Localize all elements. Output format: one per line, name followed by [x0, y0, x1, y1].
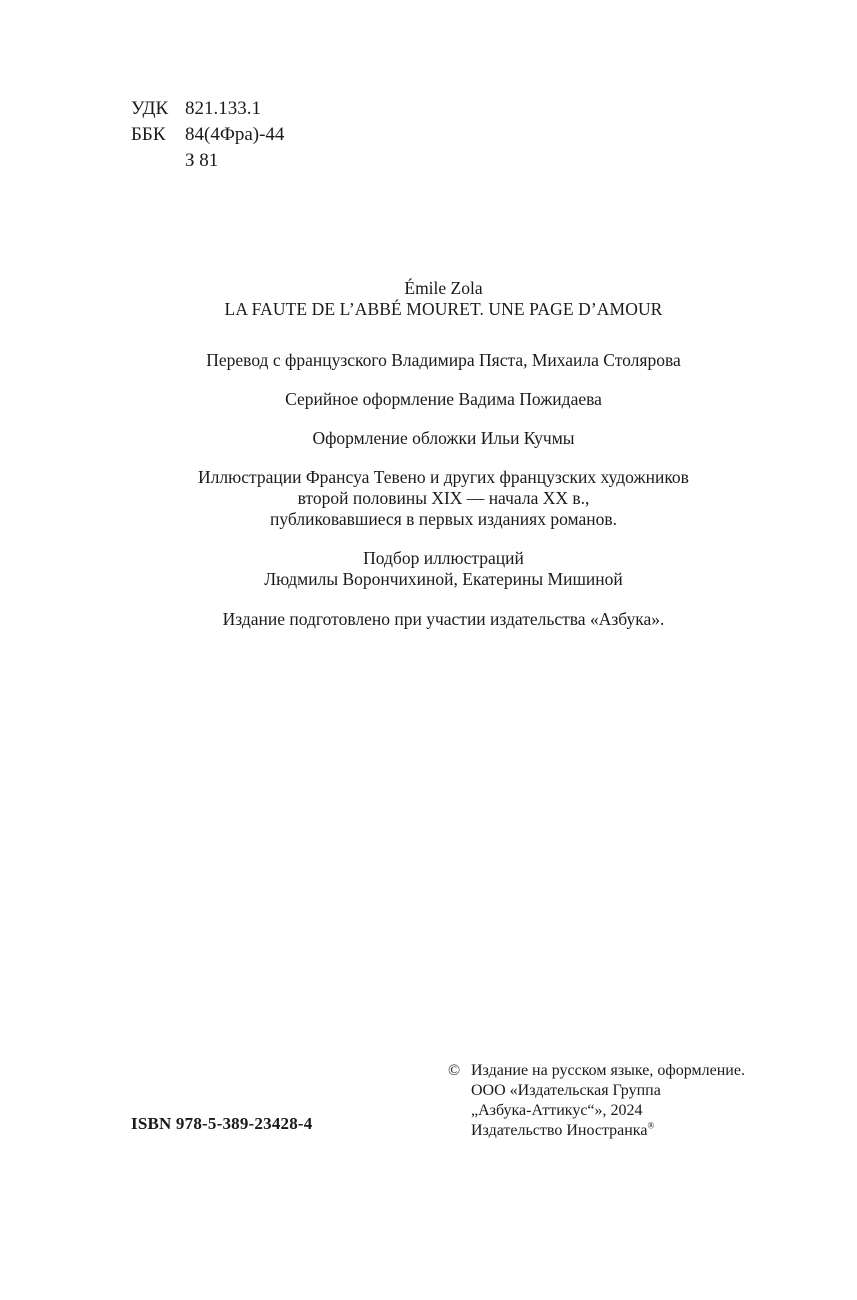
- illustrations-credit: [0, 467, 857, 530]
- series-design-credit: [0, 389, 857, 410]
- bbk-value: 84(4Фра)-44: [185, 124, 285, 145]
- bbk-row: [131, 122, 284, 148]
- translation-line: Перевод с французского Владимира Пяста, Михаила Столярова: [206, 350, 681, 370]
- cover-design-line: Оформление обложки Ильи Кучмы: [312, 428, 575, 448]
- edition-note: [0, 609, 857, 630]
- copyright-line: Издание на русском языке, оформление.: [471, 1062, 745, 1079]
- series-design-line: Серийное оформление Вадима Пожидаева: [285, 389, 602, 409]
- original-edition-block: [0, 278, 857, 320]
- copyright-line: Издательство Иностранка: [471, 1122, 648, 1139]
- translation-credit: [0, 350, 857, 371]
- copyright-icon: ©: [448, 1062, 461, 1079]
- classification-block: [131, 96, 284, 174]
- selection-line: Подбор иллюстраций: [363, 548, 524, 568]
- isbn: ISBN 978-5-389-23428-4: [131, 1114, 313, 1133]
- copyright-block: [448, 1061, 745, 1141]
- illustrations-line: второй половины XIX — начала XX в.,: [297, 488, 590, 508]
- illustrations-line: публиковавшиеся в первых изданиях романов.: [270, 509, 617, 529]
- udk-label: УДК: [131, 98, 169, 119]
- edition-note-line: Издание подготовлено при участии издательства «Азбука».: [222, 609, 665, 629]
- original-title: LA FAUTE DE L’ABBÉ MOURET. UNE PAGE D’AMOUR: [224, 299, 663, 319]
- author-mark: З 81: [185, 150, 219, 171]
- illustrations-line: Иллюстрации Франсуа Тевено и других французских художников: [198, 467, 689, 487]
- copyright-first-row: [448, 1061, 745, 1081]
- copyright-line: ООО «Издательская Группа: [471, 1082, 661, 1099]
- copyright-line: „Азбука-Аттикус“», 2024: [471, 1102, 643, 1119]
- udk-row: [131, 96, 284, 122]
- cover-design-credit: [0, 428, 857, 449]
- illustration-selection-credit: [0, 548, 857, 590]
- original-author: Émile Zola: [404, 278, 483, 298]
- udk-value: 821.133.1: [185, 98, 261, 119]
- bbk-label: ББК: [131, 124, 166, 145]
- registered-trademark-icon: ®: [647, 1120, 655, 1131]
- author-mark-row: [131, 148, 284, 174]
- copyright-publisher-row: [448, 1121, 745, 1141]
- selection-line: Людмилы Ворончихиной, Екатерины Мишиной: [264, 569, 623, 589]
